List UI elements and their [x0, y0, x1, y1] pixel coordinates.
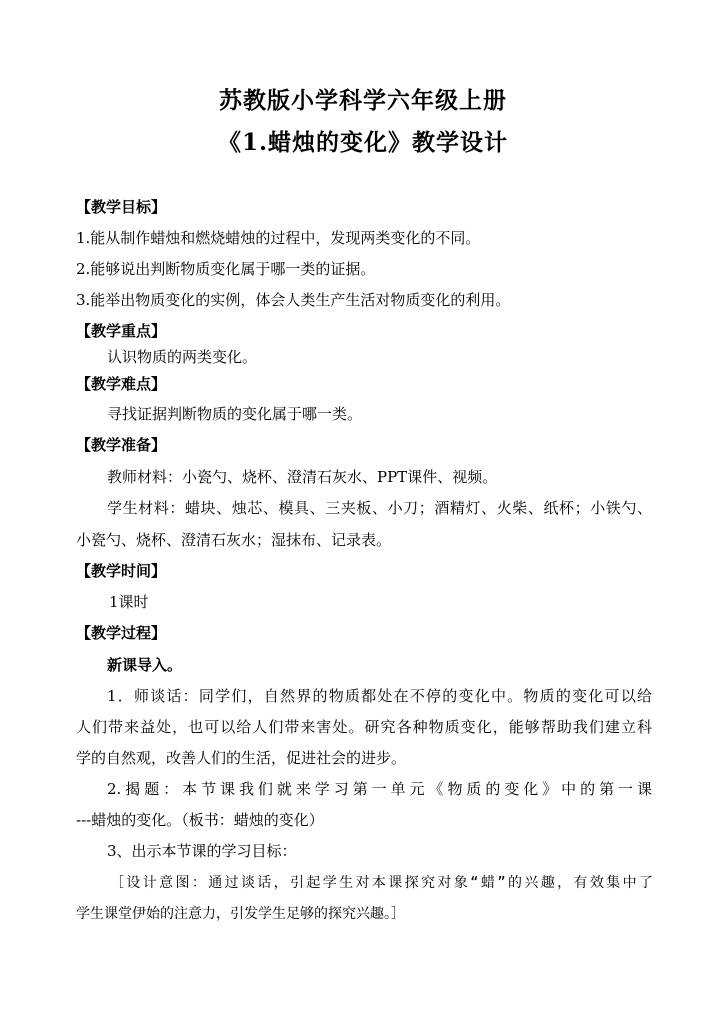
- process-paragraph-1-line1: 1．师谈话：同学们，自然界的物质都处在不停的变化中。物质的变化可以给: [107, 687, 652, 705]
- difficulties-text: 寻找证据判断物质的变化属于哪一类。: [107, 405, 363, 423]
- student-materials-line1: 学生材料：蜡块、烛芯、模具、三夹板、小刀；酒精灯、火柴、纸杯；小铁勺、: [107, 499, 652, 517]
- process-paragraph-2-line1: 2.揭题：本节课我们就来学习第一单元《物质的变化》中的第一课: [107, 780, 652, 798]
- objective-item-2: 2.能够说出判断物质变化属于哪一类的证据。: [76, 260, 376, 278]
- time-text: 1课时: [109, 593, 149, 611]
- process-paragraph-2-line2: ---蜡烛的变化。（板书：蜡烛的变化）: [76, 811, 324, 829]
- process-paragraph-1-line3: 学的自然观，改善人们的生活，促进社会的进步。: [76, 749, 407, 767]
- teacher-materials: 教师材料：小瓷勺、烧杯、澄清石灰水、PPT课件、视频。: [107, 468, 498, 486]
- difficulties-heading: 【教学难点】: [76, 375, 167, 393]
- student-materials-line2: 小瓷勺、烧杯、澄清石灰水；湿抹布、记录表。: [76, 531, 392, 549]
- objective-item-3: 3.能举出物质变化的实例，体会人类生产生活对物质变化的利用。: [76, 291, 511, 309]
- objective-item-1: 1.能从制作蜡烛和燃烧蜡烛的过程中，发现两类变化的不同。: [76, 229, 481, 247]
- process-paragraph-1-line2: 人们带来益处，也可以给人们带来害处。研究各种物质变化，能够帮助我们建立科: [76, 718, 652, 736]
- preparation-heading: 【教学准备】: [76, 436, 167, 454]
- process-intro: 新课导入。: [107, 656, 183, 674]
- objectives-heading: 【教学目标】: [76, 198, 167, 216]
- document-title-line1: 苏教版小学科学六年级上册: [219, 87, 507, 114]
- design-intent-note-line1: ［设计意图：通过谈话，引起学生对本课探究对象“蜡”的兴趣，有效集中了: [110, 875, 653, 891]
- design-intent-note-line2: 学生课堂伊始的注意力，引发学生足够的探究兴趣。］: [76, 906, 405, 922]
- key-points-text: 认识物质的两类变化。: [107, 348, 258, 366]
- document-title-line2: 《1.蜡烛的变化》教学设计: [217, 129, 508, 156]
- process-paragraph-3: 3、出示本节课的学习目标：: [107, 842, 297, 860]
- time-heading: 【教学时间】: [76, 562, 167, 580]
- key-points-heading: 【教学重点】: [76, 322, 167, 340]
- process-heading: 【教学过程】: [76, 624, 167, 642]
